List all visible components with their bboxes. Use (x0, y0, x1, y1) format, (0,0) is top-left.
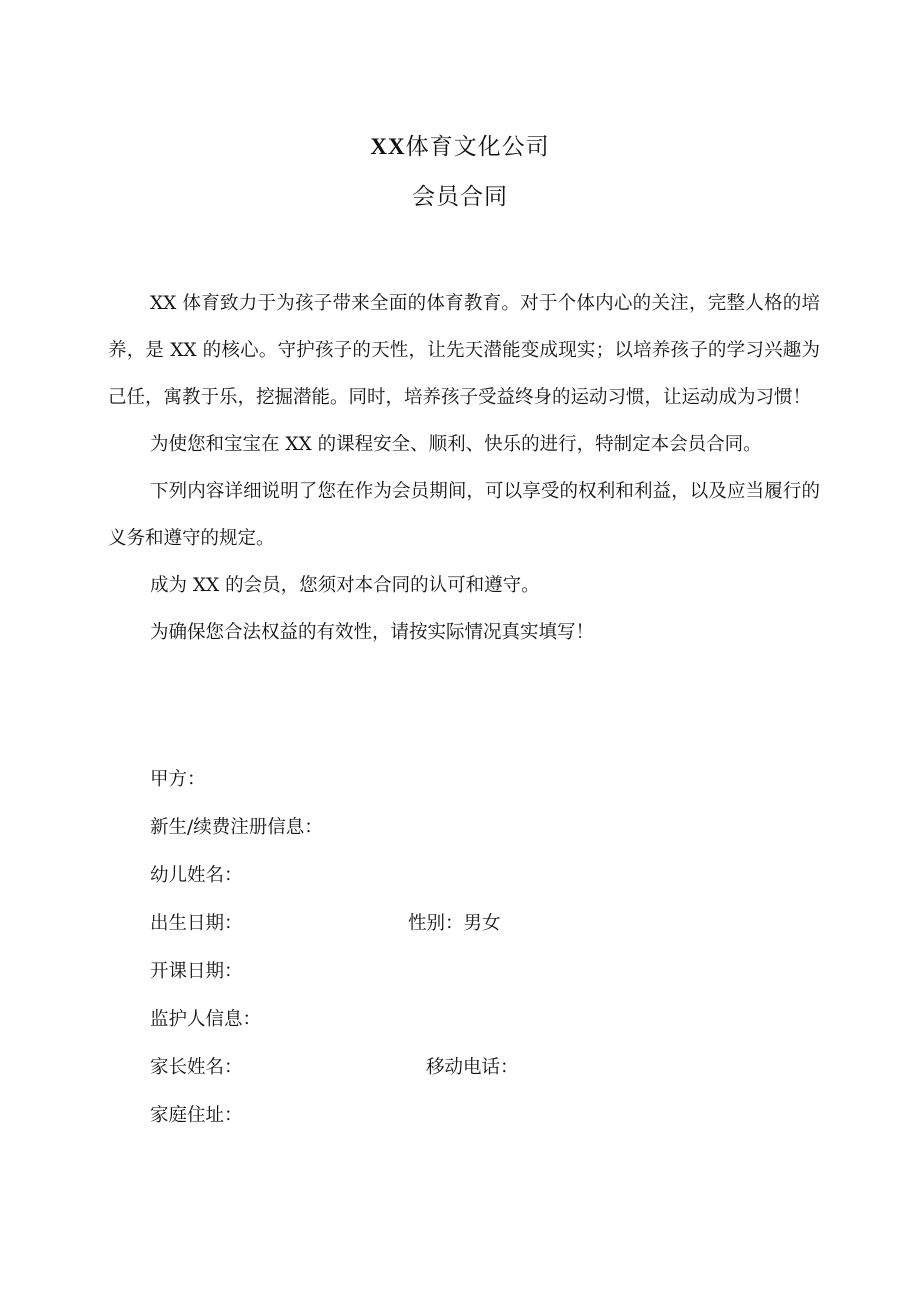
registration-form (150, 756, 519, 1140)
child-name-label: 幼儿姓名： (150, 865, 243, 886)
start-date-row (150, 948, 323, 996)
child-name-row (150, 852, 323, 900)
intro-paragraph-instruction: 为确保您合法权益的有效性，请按实际情况真实填写！ (150, 622, 595, 643)
registration-info-row (150, 804, 323, 852)
start-date-label: 开课日期： (150, 961, 243, 982)
gender-label: 性别：男女 (408, 913, 501, 934)
intro-section (108, 280, 820, 656)
intro-paragraph-membership: 成为 XX 的会员，您须对本合同的认可和遵守。 (150, 575, 540, 596)
company-name: 体育文化公司 (405, 134, 550, 160)
party-a-row (150, 756, 323, 804)
home-address-row (150, 1092, 323, 1140)
company-title (0, 128, 920, 161)
home-address-label: 家庭住址： (150, 1105, 243, 1126)
guardian-info-label: 监护人信息： (150, 1009, 262, 1030)
guardian-info-row (150, 996, 323, 1044)
birth-gender-row (150, 900, 501, 948)
party-a-label: 甲方： (150, 769, 206, 790)
mobile-phone-label: 移动电话： (426, 1057, 519, 1078)
company-prefix: XX (370, 134, 406, 159)
contract-title: 会员合同 (412, 184, 508, 210)
intro-paragraph-rights: 下列内容详细说明了您在作为会员期间，可以享受的权利和利益，以及应当履行的义务和遵守的规定。 (108, 481, 820, 549)
intro-paragraph-mission: XX 体育致力于为孩子带来全面的体育教育。对于个体内心的关注，完整人格的培养，是 XX 的核心。守护孩子的天性，让先天潜能变成现实；以培养孩子的学习兴趣为己任，寓教于乐，挖掘潜能。同时，培养孩子受益终身的运动习惯，让运动成为习惯！ (108, 293, 820, 408)
parent-phone-row (150, 1044, 519, 1092)
intro-paragraph-purpose: 为使您和宝宝在 XX 的课程安全、顺利、快乐的进行，特制定本会员合同。 (150, 434, 762, 455)
parent-name-label: 家长姓名： (150, 1057, 243, 1078)
birth-date-label: 出生日期： (150, 913, 243, 934)
registration-info-label: 新生/续费注册信息： (150, 817, 323, 838)
